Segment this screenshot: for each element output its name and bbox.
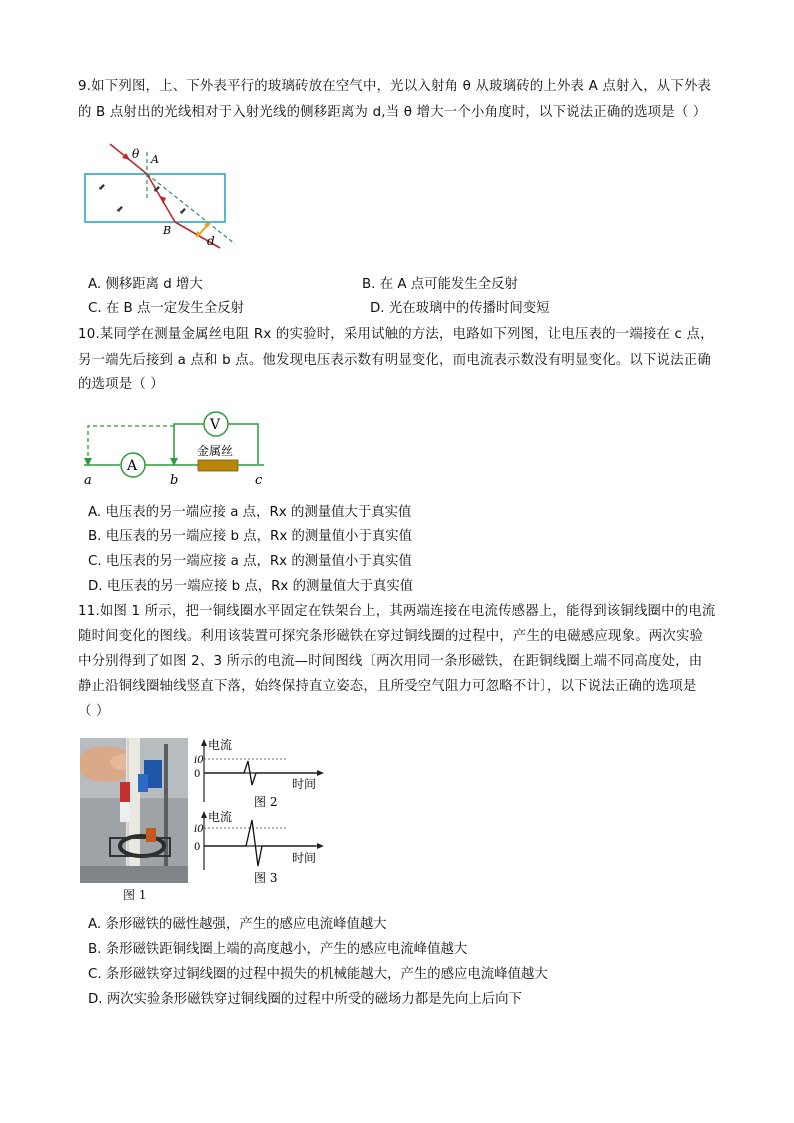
i0-label: i0 <box>194 824 204 835</box>
fig2-caption: 图 2 <box>254 795 278 809</box>
q10-option-c[interactable]: C. 电压表的另一端应接 a 点，Rx 的测量值小于真实值 <box>88 554 412 569</box>
q9-option-c[interactable]: C. 在 B 点一定发生全反射 <box>88 301 245 316</box>
arrow-icon <box>201 811 207 818</box>
arrow-icon <box>201 739 207 746</box>
metal-wire-resistor <box>198 460 238 471</box>
x-axis-label: 时间 <box>292 777 317 791</box>
q9-option-b[interactable]: B. 在 A 点可能发生全反射 <box>362 277 518 292</box>
svg-text:⬋: ⬋ <box>116 205 124 215</box>
q9-stem-line-1: 9.如下列图，上、下外表平行的玻璃砖放在空气中，光以入射角 θ 从玻璃砖的上外表 A 点射入，从下外表 <box>78 79 712 94</box>
x-axis-label: 时间 <box>292 851 317 865</box>
y-axis-label: 电流 <box>208 738 233 752</box>
arrow-icon <box>317 843 324 849</box>
q11-stem-line-5: （ ） <box>78 704 110 719</box>
q11-stem-line-2: 随时间变化的图线。利用该装置可探究条形磁铁在穿过铜线圈的过程中，产生的电磁感应现象。两次实验 <box>78 629 704 644</box>
q9-refraction-figure <box>80 140 250 252</box>
q10-option-b[interactable]: B. 电压表的另一端应接 b 点，Rx 的测量值小于真实值 <box>88 529 413 544</box>
i0-label: i0 <box>194 755 204 766</box>
q10-option-a[interactable]: A. 电压表的另一端应接 a 点，Rx 的测量值大于真实值 <box>88 505 412 520</box>
q11-fig1-photo <box>80 738 188 883</box>
q10-stem-line-1: 10.某同学在测量金属丝电阻 Rx 的实验时，采用试触的方法，电路如下列图，让电压表的一端接在 c 点， <box>78 327 714 342</box>
theta-label: θ <box>132 147 140 161</box>
q11-option-d[interactable]: D. 两次实验条形磁铁穿过铜线圈的过程中所受的磁场力都是先向上后向下 <box>88 992 522 1007</box>
zero-label: 0 <box>194 842 201 853</box>
q9-option-a[interactable]: A. 侧移距离 d 增大 <box>88 277 203 292</box>
q10-option-d[interactable]: D. 电压表的另一端应接 b 点，Rx 的测量值大于真实值 <box>88 579 414 594</box>
q11-stem-line-1: 11.如图 1 所示，把一铜线圈水平固定在铁架台上，其两端连接在电流传感器上，能得到该铜线圈中的电流 <box>78 604 716 619</box>
fig3-caption: 图 3 <box>254 871 278 885</box>
q10-stem-line-2: 另一端先后接到 a 点和 b 点。他发现电压表示数有明显变化，而电流表示数没有明显变化。以下说法正确 <box>78 353 711 368</box>
y-axis-label: 电流 <box>208 810 233 824</box>
q11-stem-line-4: 静止沿铜线圈轴线竖直下落，始终保持直立姿态，且所受空气阻力可忽略不计〕，以下说法正确的选项是 <box>78 679 697 694</box>
q11-option-b[interactable]: B. 条形磁铁距铜线圈上端的高度越小，产生的感应电流峰值越大 <box>88 942 468 957</box>
glass-block <box>85 174 225 222</box>
zero-label: 0 <box>194 769 201 780</box>
ammeter-label: A <box>127 458 138 474</box>
point-b-label: b <box>170 473 179 488</box>
d-label: d <box>207 234 215 248</box>
q10-circuit-figure <box>80 408 270 488</box>
q11-option-c[interactable]: C. 条形磁铁穿过铜线圈的过程中损失的机械能越大，产生的感应电流峰值越大 <box>88 967 548 982</box>
arrow-icon <box>317 770 324 776</box>
q11-option-a[interactable]: A. 条形磁铁的磁性越强，产生的感应电流峰值越大 <box>88 917 387 932</box>
q11-stem-line-3: 中分别得到了如图 2、3 所示的电流—时间图线〔两次用同一条形磁铁，在距铜线圈上端不同高度处，由 <box>78 654 703 669</box>
wire-label: 金属丝 <box>197 444 234 458</box>
point-b-label: B <box>163 224 172 237</box>
voltmeter-label: V <box>210 417 221 433</box>
point-a-label: A <box>151 153 159 166</box>
q11-fig2-graph <box>188 736 326 810</box>
fig1-caption: 图 1 <box>123 888 147 902</box>
point-c-label: c <box>255 473 263 488</box>
point-a-label: a <box>84 473 92 488</box>
svg-text:⬋: ⬋ <box>179 207 187 217</box>
svg-text:⬋: ⬋ <box>153 185 161 195</box>
q10-stem-line-3: 的选项是（ ） <box>78 377 164 392</box>
q11-fig3-graph <box>188 808 326 886</box>
svg-text:⬋: ⬋ <box>98 183 106 193</box>
q9-stem-line-2: 的 B 点射出的光线相对于入射光线的侧移距离为 d,当 θ 增大一个小角度时，以下说法正确的选项是（ ） <box>78 105 707 120</box>
q9-option-d[interactable]: D. 光在玻璃中的传播时间变短 <box>370 301 550 316</box>
